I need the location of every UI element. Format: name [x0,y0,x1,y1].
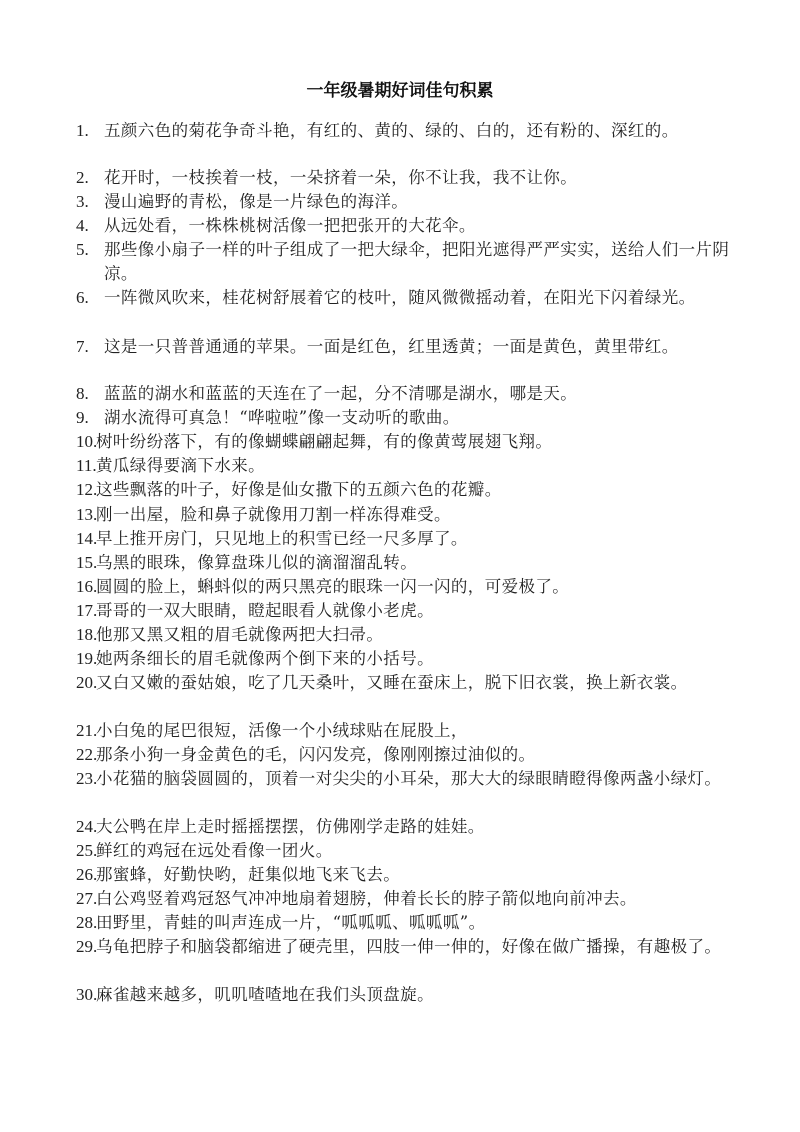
list-item [76,863,736,887]
list-item [76,743,736,767]
list-item [76,647,736,671]
item-text: 那条小狗一身金黄色的毛，闪闪发亮，像刚刚擦过油似的。 [96,745,536,764]
item-number: 11. [76,456,97,475]
item-text: 小白兔的尾巴很短，活像一个小绒球贴在屁股上， [96,721,468,740]
list-item [76,599,736,623]
item-text: 湖水流得可真急！“哗啦啦”像一支动听的歌曲。 [104,408,460,427]
item-text: 田野里，青蛙的叫声连成一片，“呱呱呱、呱呱呱”。 [96,913,486,932]
item-text: 麻雀越来越多，叽叽喳喳地在我们头顶盘旋。 [96,985,434,1004]
item-number: 13. [76,505,98,524]
item-text: 黄瓜绿得要滴下水来。 [96,456,265,475]
item-number: 6. [76,288,89,307]
item-text: 他那又黑又粗的眉毛就像两把大扫帚。 [96,625,384,644]
item-number: 27. [76,889,98,908]
item-text: 哥哥的一双大眼睛，瞪起眼看人就像小老虎。 [96,601,434,620]
list-item [76,430,736,454]
document-title: 一年级暑期好词佳句积累 [306,81,494,101]
list-item [76,335,736,359]
item-text: 乌黑的眼珠，像算盘珠儿似的滴溜溜乱转。 [96,553,418,572]
item-number: 29. [76,937,98,956]
list-item [76,887,736,911]
item-number: 23. [76,769,98,788]
item-text: 蓝蓝的湖水和蓝蓝的天连在了一起，分不清哪是湖水，哪是天。 [104,384,578,403]
item-text: 早上推开房门，只见地上的积雪已经一尺多厚了。 [96,529,468,548]
item-number: 1. [76,121,89,140]
list-item [76,575,736,599]
item-text: 花开时，一枝挨着一枝，一朵挤着一朵，你不让我，我不让你。 [104,168,578,187]
item-number: 4. [76,216,89,235]
item-number: 15. [76,553,98,572]
list-item [76,382,736,406]
item-text: 从远处看，一株株桃树活像一把把张开的大花伞。 [104,216,476,235]
list-item [76,454,736,478]
list-item [76,166,736,190]
item-number: 30. [76,985,98,1004]
item-text: 漫山遍野的青松，像是一片绿色的海洋。 [104,192,409,211]
list-item [76,238,736,286]
item-number: 26. [76,865,98,884]
list-item [76,190,736,214]
item-text: 白公鸡竖着鸡冠怒气冲冲地扇着翅膀，伸着长长的脖子箭似地向前冲去。 [96,889,637,908]
item-text: 那蜜蜂，好勤快哟，赶集似地飞来飞去。 [96,865,401,884]
item-number: 14. [76,529,98,548]
list-item [76,671,736,695]
list-item [76,119,736,143]
item-text: 那些像小扇子一样的叶子组成了一把大绿伞，把阳光遮得严严实实，送给人们一片阴凉。 [104,240,730,283]
item-text: 小花猫的脑袋圆圆的，顶着一对尖尖的小耳朵，那大大的绿眼睛瞪得像两盏小绿灯。 [96,769,722,788]
item-text: 大公鸭在岸上走时摇摇摆摆，仿佛刚学走路的娃娃。 [96,817,485,836]
list-item [76,406,736,430]
item-number: 7. [76,337,89,356]
list-item [76,214,736,238]
item-text: 圆圆的脸上，蝌蚪似的两只黑亮的眼珠一闪一闪的，可爱极了。 [96,577,570,596]
list-item [76,815,736,839]
list-item [76,623,736,647]
item-number: 9. [76,408,89,427]
list-item [76,767,736,791]
list-item [76,478,736,502]
list-item [76,983,736,1007]
list-item [76,839,736,863]
item-number: 20. [76,673,98,692]
item-number: 17. [76,601,98,620]
item-text: 一阵微风吹来，桂花树舒展着它的枝叶，随风微微摇动着，在阳光下闪着绿光。 [104,288,696,307]
list-item [76,719,736,743]
item-text: 她两条细长的眉毛就像两个倒下来的小括号。 [96,649,434,668]
item-text: 这是一只普普通通的苹果。一面是红色，红里透黄；一面是黄色，黄里带红。 [104,337,679,356]
item-number: 8. [76,384,89,403]
item-number: 5. [76,240,89,259]
list-item [76,551,736,575]
item-number: 12. [76,480,98,499]
item-number: 18. [76,625,98,644]
item-number: 3. [76,192,89,211]
item-number: 24. [76,817,98,836]
item-number: 28. [76,913,98,932]
item-text: 乌龟把脖子和脑袋都缩进了硬壳里，四肢一伸一伸的，好像在做广播操，有趣极了。 [96,937,722,956]
list-item [76,527,736,551]
item-number: 2. [76,168,89,187]
item-number: 19. [76,649,98,668]
list-item [76,911,736,935]
item-text: 刚一出屋，脸和鼻子就像用刀割一样冻得难受。 [96,505,451,524]
list-item [76,935,736,959]
item-number: 21. [76,721,98,740]
list-item [76,286,736,310]
item-text: 树叶纷纷落下，有的像蝴蝶翩翩起舞，有的像黄莺展翅飞翔。 [96,432,553,451]
item-text: 鲜红的鸡冠在远处看像一团火。 [96,841,333,860]
item-text: 又白又嫩的蚕姑娘，吃了几天桑叶，又睡在蚕床上，脱下旧衣裳，换上新衣裳。 [96,673,688,692]
list-item [76,503,736,527]
item-text: 这些飘落的叶子，好像是仙女撒下的五颜六色的花瓣。 [96,480,502,499]
item-number: 22. [76,745,98,764]
item-number: 16. [76,577,98,596]
item-number: 25. [76,841,98,860]
item-number: 10. [76,432,98,451]
item-text: 五颜六色的菊花争奇斗艳，有红的、黄的、绿的、白的，还有粉的、深红的。 [104,121,679,140]
